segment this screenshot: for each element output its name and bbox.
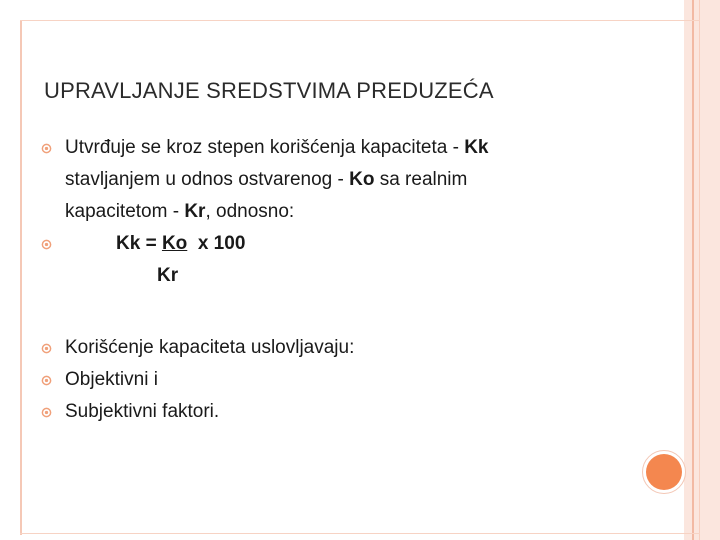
bullet-icon (41, 239, 52, 250)
slide-title: UPRAVLJANJE SREDSTVIMA PREDUZEĆA (44, 78, 494, 103)
decor-top-line (20, 20, 700, 21)
bullet-icon (41, 407, 52, 418)
bullet-item (40, 332, 620, 364)
text: , odnosno: (205, 201, 295, 222)
formula-denominator: Kr (157, 265, 179, 286)
decor-bottom-line (20, 533, 700, 534)
bullet-text: Subjektivni faktori. (65, 401, 220, 422)
decor-circle (646, 454, 682, 490)
decor-left-line (20, 20, 22, 535)
decor-right-line (692, 0, 694, 540)
bullet-icon (41, 143, 52, 154)
decor-right-line-thin (699, 0, 700, 540)
text: kapacitetom - (65, 201, 185, 222)
bullet-icon (41, 375, 52, 386)
text: stavljanjem u odnos ostvarenog - (65, 169, 350, 190)
text: Utvrđuje se kroz stepen korišćenja kapaciteta - (65, 137, 465, 158)
bullet-item (40, 396, 620, 428)
text: sa realnim (374, 169, 468, 190)
decor-right-band (684, 0, 720, 540)
text-bold: Kr (184, 201, 206, 222)
bullet-item (40, 364, 620, 396)
formula-lhs: Kk = (116, 233, 162, 254)
text-bold: Kk (464, 137, 489, 158)
formula (65, 228, 620, 260)
bullet-list (40, 132, 620, 428)
text-bold: Ko (349, 169, 375, 190)
bullet-icon (41, 343, 52, 354)
bullet-text (65, 132, 620, 228)
bullet-item (40, 132, 620, 228)
bullet-text: Objektivni i (65, 369, 158, 390)
bullet-text: Korišćenje kapaciteta uslovljavaju: (65, 337, 355, 358)
formula-rhs: x 100 (187, 233, 246, 254)
bullet-item-formula (40, 228, 620, 260)
formula-numerator: Ko (161, 233, 188, 254)
